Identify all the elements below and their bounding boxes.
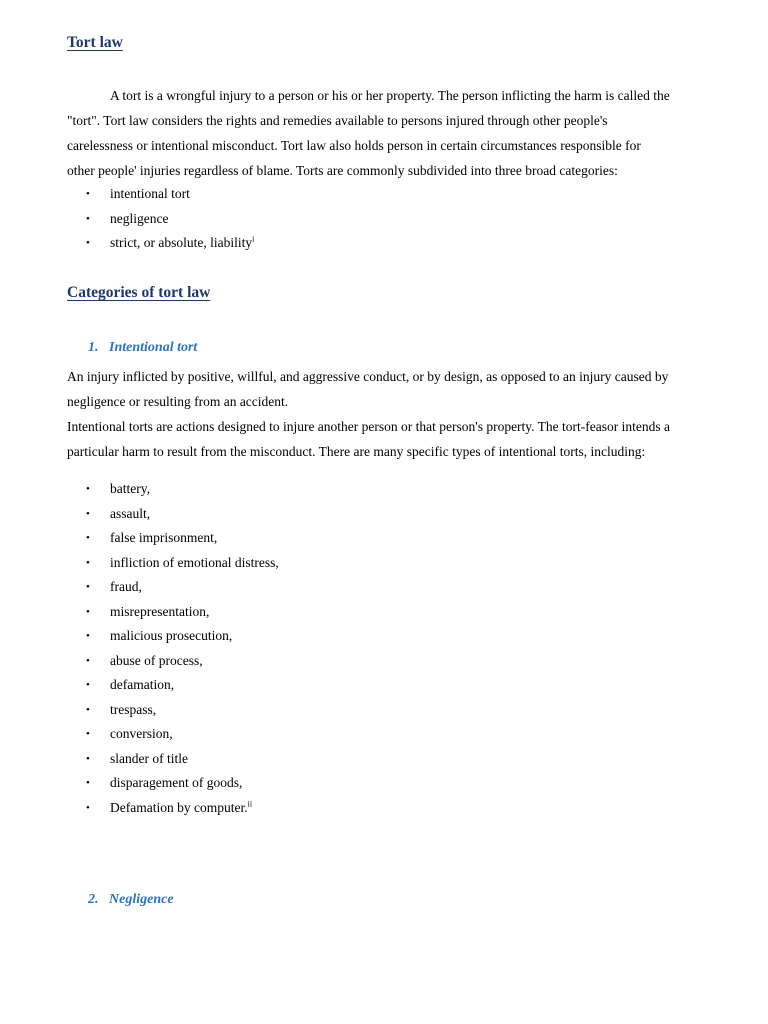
bullet-icon: • xyxy=(86,212,90,225)
list-item: • false imprisonment, xyxy=(67,528,279,553)
intentional-tort-paragraph xyxy=(67,364,707,464)
bullet-icon: • xyxy=(86,703,90,716)
bullet-icon: • xyxy=(86,556,90,569)
paragraph-line: particular harm to result from the misconduct. There are many specific types of intentional torts, including: xyxy=(67,444,646,459)
footnote-ref[interactable]: ii xyxy=(247,799,253,808)
list-item: • infliction of emotional distress, xyxy=(67,553,279,578)
list-item: • Defamation by computer.$^{ii}$ xyxy=(67,798,279,823)
footnote-ref[interactable]: i xyxy=(252,234,255,244)
intro-line: other people' injuries regardless of blame. Torts are commonly subdivided into three broad categories: xyxy=(67,163,618,178)
list-item: • fraud, xyxy=(67,577,279,602)
list-item: • trespass, xyxy=(67,700,279,725)
categories-bullet-list xyxy=(67,184,254,258)
list-item: • battery, xyxy=(67,479,279,504)
intro-paragraph xyxy=(67,83,707,183)
list-item: • negligence xyxy=(67,209,254,234)
bullet-icon: • xyxy=(86,507,90,520)
bullet-icon: • xyxy=(86,654,90,667)
bullet-icon: • xyxy=(86,532,90,544)
bullet-icon: • xyxy=(86,581,90,593)
list-item: • strict, or absolute, liability$^i$ xyxy=(67,233,254,258)
intro-line: carelessness or intentional misconduct. Tort law also holds person in certain circumstances responsible for xyxy=(67,138,641,153)
list-item: • assault, xyxy=(67,504,279,529)
bullet-icon: • xyxy=(86,801,90,814)
bullet-icon: • xyxy=(86,483,90,495)
section-heading-intentional-tort: 1. Intentional tort xyxy=(88,340,198,355)
bullet-icon: • xyxy=(86,630,90,642)
bullet-icon: • xyxy=(86,188,90,200)
bullet-icon: • xyxy=(86,679,90,691)
bullet-icon: • xyxy=(86,728,90,740)
intentional-torts-list xyxy=(67,479,279,822)
list-item: • misrepresentation, xyxy=(67,602,279,627)
document-title: Tort law xyxy=(67,34,123,51)
bullet-icon: • xyxy=(86,605,90,618)
bullet-icon: • xyxy=(86,752,90,765)
section-heading-negligence: 2. Negligence xyxy=(88,892,174,907)
list-item: • disparagement of goods, xyxy=(67,773,279,798)
paragraph-line: Intentional torts are actions designed to injure another person or that person's property. The tort-feasor intends a xyxy=(67,419,671,434)
intro-line: A tort is a wrongful injury to a person or his or her property. The person inflicting the harm is called the xyxy=(110,88,670,103)
list-item: • slander of title xyxy=(67,749,279,774)
paragraph-line: An injury inflicted by positive, willful, and aggressive conduct, or by design, as opposed to an injury caused by xyxy=(67,369,669,384)
categories-heading: Categories of tort law xyxy=(67,284,211,301)
paragraph-line: negligence or resulting from an accident. xyxy=(67,394,289,409)
bullet-icon: • xyxy=(86,237,90,249)
list-item: • defamation, xyxy=(67,675,279,700)
list-item: • abuse of process, xyxy=(67,651,279,676)
list-item: • conversion, xyxy=(67,724,279,749)
list-item: • intentional tort xyxy=(67,184,254,209)
intro-line: "tort". Tort law considers the rights and remedies available to persons injured through other people's xyxy=(67,113,608,128)
list-item: • malicious prosecution, xyxy=(67,626,279,651)
bullet-icon: • xyxy=(86,777,90,789)
